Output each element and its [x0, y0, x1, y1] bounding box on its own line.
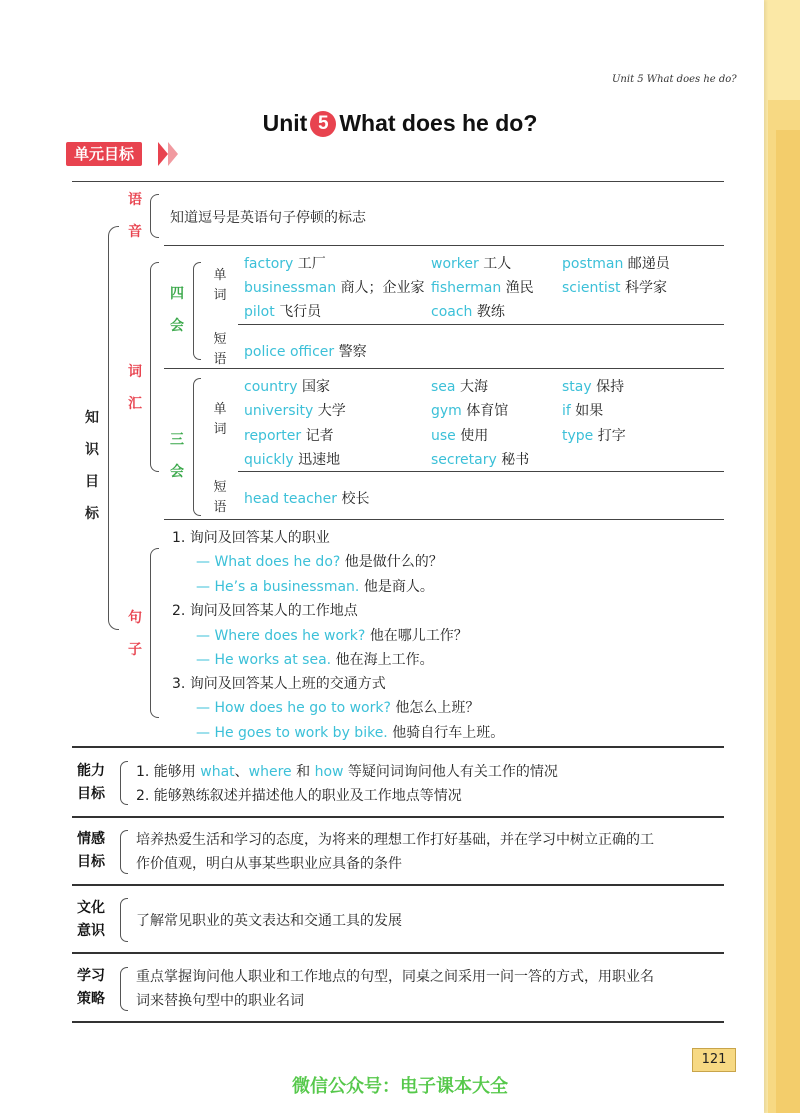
keyword: what	[200, 764, 235, 780]
vocab-item	[562, 425, 626, 445]
ability-label	[77, 760, 105, 806]
vocab-en: secretary	[431, 452, 497, 468]
label-line: 意识	[77, 923, 105, 939]
sentence-zh: 他怎么上班？	[395, 700, 480, 716]
strategy-line: 重点掌握询问他人职业和工作地点的句型，同桌之间采用一问一答的方式，用职业名	[136, 969, 654, 985]
keyword: where	[248, 764, 292, 780]
vocab-item	[431, 376, 488, 396]
pronunciation-text: 知道逗号是英语句子停顿的标志	[170, 210, 366, 226]
vocab-item	[431, 277, 534, 297]
brace	[150, 194, 159, 238]
vocab-item	[244, 376, 330, 396]
brace	[120, 830, 128, 874]
phrase-zh: 校长	[341, 491, 370, 507]
sentence-zh: 他是做什么的？	[344, 554, 443, 570]
label-char: 词	[128, 364, 142, 380]
vocab-zh: 飞行员	[279, 304, 322, 320]
vocab-en: quickly	[244, 452, 294, 468]
strategy-label	[77, 965, 105, 1011]
label-char: 知	[85, 410, 99, 426]
label-char: 语	[128, 192, 142, 208]
label-line: 策略	[77, 991, 105, 1007]
brace	[120, 967, 128, 1011]
page-title	[0, 110, 800, 137]
sentence-en: — What does he do?	[196, 554, 341, 570]
vocab-item	[562, 400, 603, 420]
vocab-zh: 商人；企业家	[340, 280, 425, 296]
divider	[72, 181, 724, 182]
divider	[164, 519, 724, 520]
emotion-line: 作价值观，明白从事某些职业应具备的条件	[136, 856, 402, 872]
phrases-label	[212, 330, 228, 370]
label-char: 会	[170, 464, 184, 480]
vocab-en: use	[431, 428, 456, 444]
ability-line	[136, 761, 558, 781]
label-char: 短	[213, 480, 227, 495]
ability-text: 、	[234, 764, 249, 780]
vocab-zh: 体育馆	[466, 403, 509, 419]
brace	[193, 378, 201, 516]
ability-text: 等疑问词询问他人有关工作的情况	[347, 764, 558, 780]
chevron-right-icon	[168, 142, 178, 166]
vocab-en: businessman	[244, 280, 337, 296]
vocab-item	[244, 425, 334, 445]
vocab-zh: 如果	[575, 403, 604, 419]
vocab-item	[431, 400, 508, 420]
vocab-zh: 秘书	[501, 452, 530, 468]
sentences-label	[126, 602, 144, 666]
vocab-item	[431, 425, 488, 445]
ability-text: 1. 能够用	[136, 764, 196, 780]
vocab-item	[244, 449, 340, 469]
sentence-zh: 他在海上工作。	[335, 652, 434, 668]
brace	[108, 226, 119, 630]
sentence-zh: 他在哪儿工作？	[369, 628, 468, 644]
emotion-line: 培养热爱生活和学习的态度，为将来的理想工作打好基础，并在学习中树立正确的工	[136, 832, 654, 848]
vocab-item	[431, 301, 505, 321]
vocab-en: worker	[431, 256, 479, 272]
pronunciation-label	[126, 184, 144, 248]
vocab-en: postman	[562, 256, 624, 272]
label-char: 汇	[128, 396, 142, 412]
label-char: 三	[170, 432, 184, 448]
sentence-line	[196, 551, 443, 571]
phrase-item	[244, 488, 369, 508]
divider	[238, 471, 724, 472]
title-rest: What does he do?	[339, 110, 538, 136]
label-line: 目标	[77, 786, 105, 802]
label-char: 识	[85, 442, 99, 458]
divider	[72, 746, 724, 748]
label-char: 音	[128, 224, 142, 240]
vocab-en: country	[244, 379, 298, 395]
sentence-zh: 他骑自行车上班。	[392, 725, 505, 741]
vocab-zh: 教练	[476, 304, 505, 320]
sentence-line	[196, 697, 479, 717]
ability-line: 2. 能够熟练叙述并描述他人的职业及工作地点等情况	[136, 788, 462, 804]
label-line: 学习	[77, 968, 105, 984]
label-char: 词	[213, 288, 227, 303]
ability-text: 和	[296, 764, 311, 780]
label-char: 子	[128, 642, 142, 658]
vocab-zh: 打字	[597, 428, 626, 444]
sentence-line	[196, 649, 434, 669]
sentence-line	[196, 722, 504, 742]
vocab-en: sea	[431, 379, 456, 395]
vocab-en: coach	[431, 304, 473, 320]
strategy-line: 词来替换句型中的职业名词	[136, 993, 304, 1009]
phrase-zh: 警察	[338, 344, 367, 360]
vocab-en: reporter	[244, 428, 302, 444]
section-tag: 单元目标	[66, 142, 142, 166]
vocab-item	[562, 376, 624, 396]
knowledge-label	[83, 402, 101, 530]
sentence-en: — He goes to work by bike.	[196, 725, 388, 741]
label-char: 四	[170, 286, 184, 302]
label-line: 目标	[77, 854, 105, 870]
vocab-zh: 大学	[317, 403, 346, 419]
three-skills-label	[168, 424, 186, 488]
divider	[238, 324, 724, 325]
divider	[164, 368, 724, 369]
sentence-en: — He’s a businessman.	[196, 579, 360, 595]
divider	[72, 884, 724, 886]
vocab-zh: 迅速地	[298, 452, 341, 468]
page-number: 121	[692, 1048, 736, 1072]
culture-label	[77, 897, 105, 943]
divider	[72, 1021, 724, 1023]
vocab-item	[431, 253, 511, 273]
sentence-en: — He works at sea.	[196, 652, 332, 668]
divider	[72, 952, 724, 954]
words-label	[212, 400, 228, 440]
emotion-label	[77, 828, 105, 874]
brace	[120, 761, 128, 805]
vocab-item	[431, 449, 529, 469]
sentence-zh: 他是商人。	[363, 579, 434, 595]
vocab-item	[244, 253, 326, 273]
label-char: 会	[170, 318, 184, 334]
vocab-zh: 记者	[305, 428, 334, 444]
label-line: 能力	[77, 763, 105, 779]
label-line: 情感	[77, 831, 105, 847]
sentence-en: — How does he go to work?	[196, 700, 391, 716]
vocab-zh: 工厂	[297, 256, 326, 272]
vocab-item	[244, 277, 425, 297]
label-char: 语	[213, 352, 227, 367]
vocab-zh: 大海	[459, 379, 488, 395]
sentence-line	[196, 625, 468, 645]
vocab-zh: 国家	[302, 379, 330, 395]
sentence-heading: 3. 询问及回答某人上班的交通方式	[172, 676, 386, 692]
chevron-right-icon	[158, 142, 168, 166]
label-char: 标	[85, 506, 99, 522]
brace	[150, 548, 159, 718]
sentence-heading: 2. 询问及回答某人的工作地点	[172, 603, 358, 619]
vocab-item	[244, 301, 321, 321]
vocab-item	[562, 277, 667, 297]
vocab-en: factory	[244, 256, 294, 272]
vocab-zh: 保持	[596, 379, 625, 395]
label-char: 短	[213, 332, 227, 347]
divider	[72, 816, 724, 818]
brace	[193, 262, 201, 360]
running-header: Unit 5 What does he do?	[612, 74, 737, 85]
vocab-en: university	[244, 403, 314, 419]
vocab-item	[562, 253, 670, 273]
culture-text: 了解常见职业的英文表达和交通工具的发展	[136, 913, 402, 929]
label-char: 语	[213, 500, 227, 515]
phrases-label	[212, 478, 228, 518]
divider	[164, 245, 724, 246]
vocab-en: if	[562, 403, 571, 419]
label-char: 句	[128, 610, 142, 626]
vocab-en: pilot	[244, 304, 275, 320]
vocab-zh: 使用	[460, 428, 489, 444]
vocab-zh: 渔民	[505, 280, 534, 296]
words-label	[212, 266, 228, 306]
unit-number-badge: 5	[310, 111, 336, 137]
vocab-en: scientist	[562, 280, 621, 296]
phrase-item	[244, 341, 367, 361]
sentence-en: — Where does he work?	[196, 628, 366, 644]
watermark: 微信公众号：电子课本大全	[292, 1076, 508, 1097]
sentence-line	[196, 576, 434, 596]
vocab-en: fisherman	[431, 280, 502, 296]
label-char: 目	[85, 474, 99, 490]
phrase-en: police officer	[244, 344, 335, 360]
vocabulary-label	[126, 356, 144, 420]
phrase-en: head teacher	[244, 491, 338, 507]
title-prefix: Unit	[262, 110, 308, 136]
label-char: 单	[213, 268, 227, 283]
vocab-zh: 科学家	[624, 280, 667, 296]
label-char: 单	[213, 402, 227, 417]
brace	[120, 898, 128, 942]
sentence-heading: 1. 询问及回答某人的职业	[172, 530, 330, 546]
vocab-en: gym	[431, 403, 462, 419]
label-char: 词	[213, 422, 227, 437]
page-edge	[776, 130, 800, 1113]
vocab-zh: 邮递员	[627, 256, 670, 272]
vocab-en: stay	[562, 379, 592, 395]
four-skills-label	[168, 278, 186, 342]
label-line: 文化	[77, 900, 105, 916]
vocab-en: type	[562, 428, 594, 444]
vocab-zh: 工人	[483, 256, 512, 272]
keyword: how	[314, 764, 344, 780]
brace	[150, 262, 159, 472]
vocab-item	[244, 400, 346, 420]
